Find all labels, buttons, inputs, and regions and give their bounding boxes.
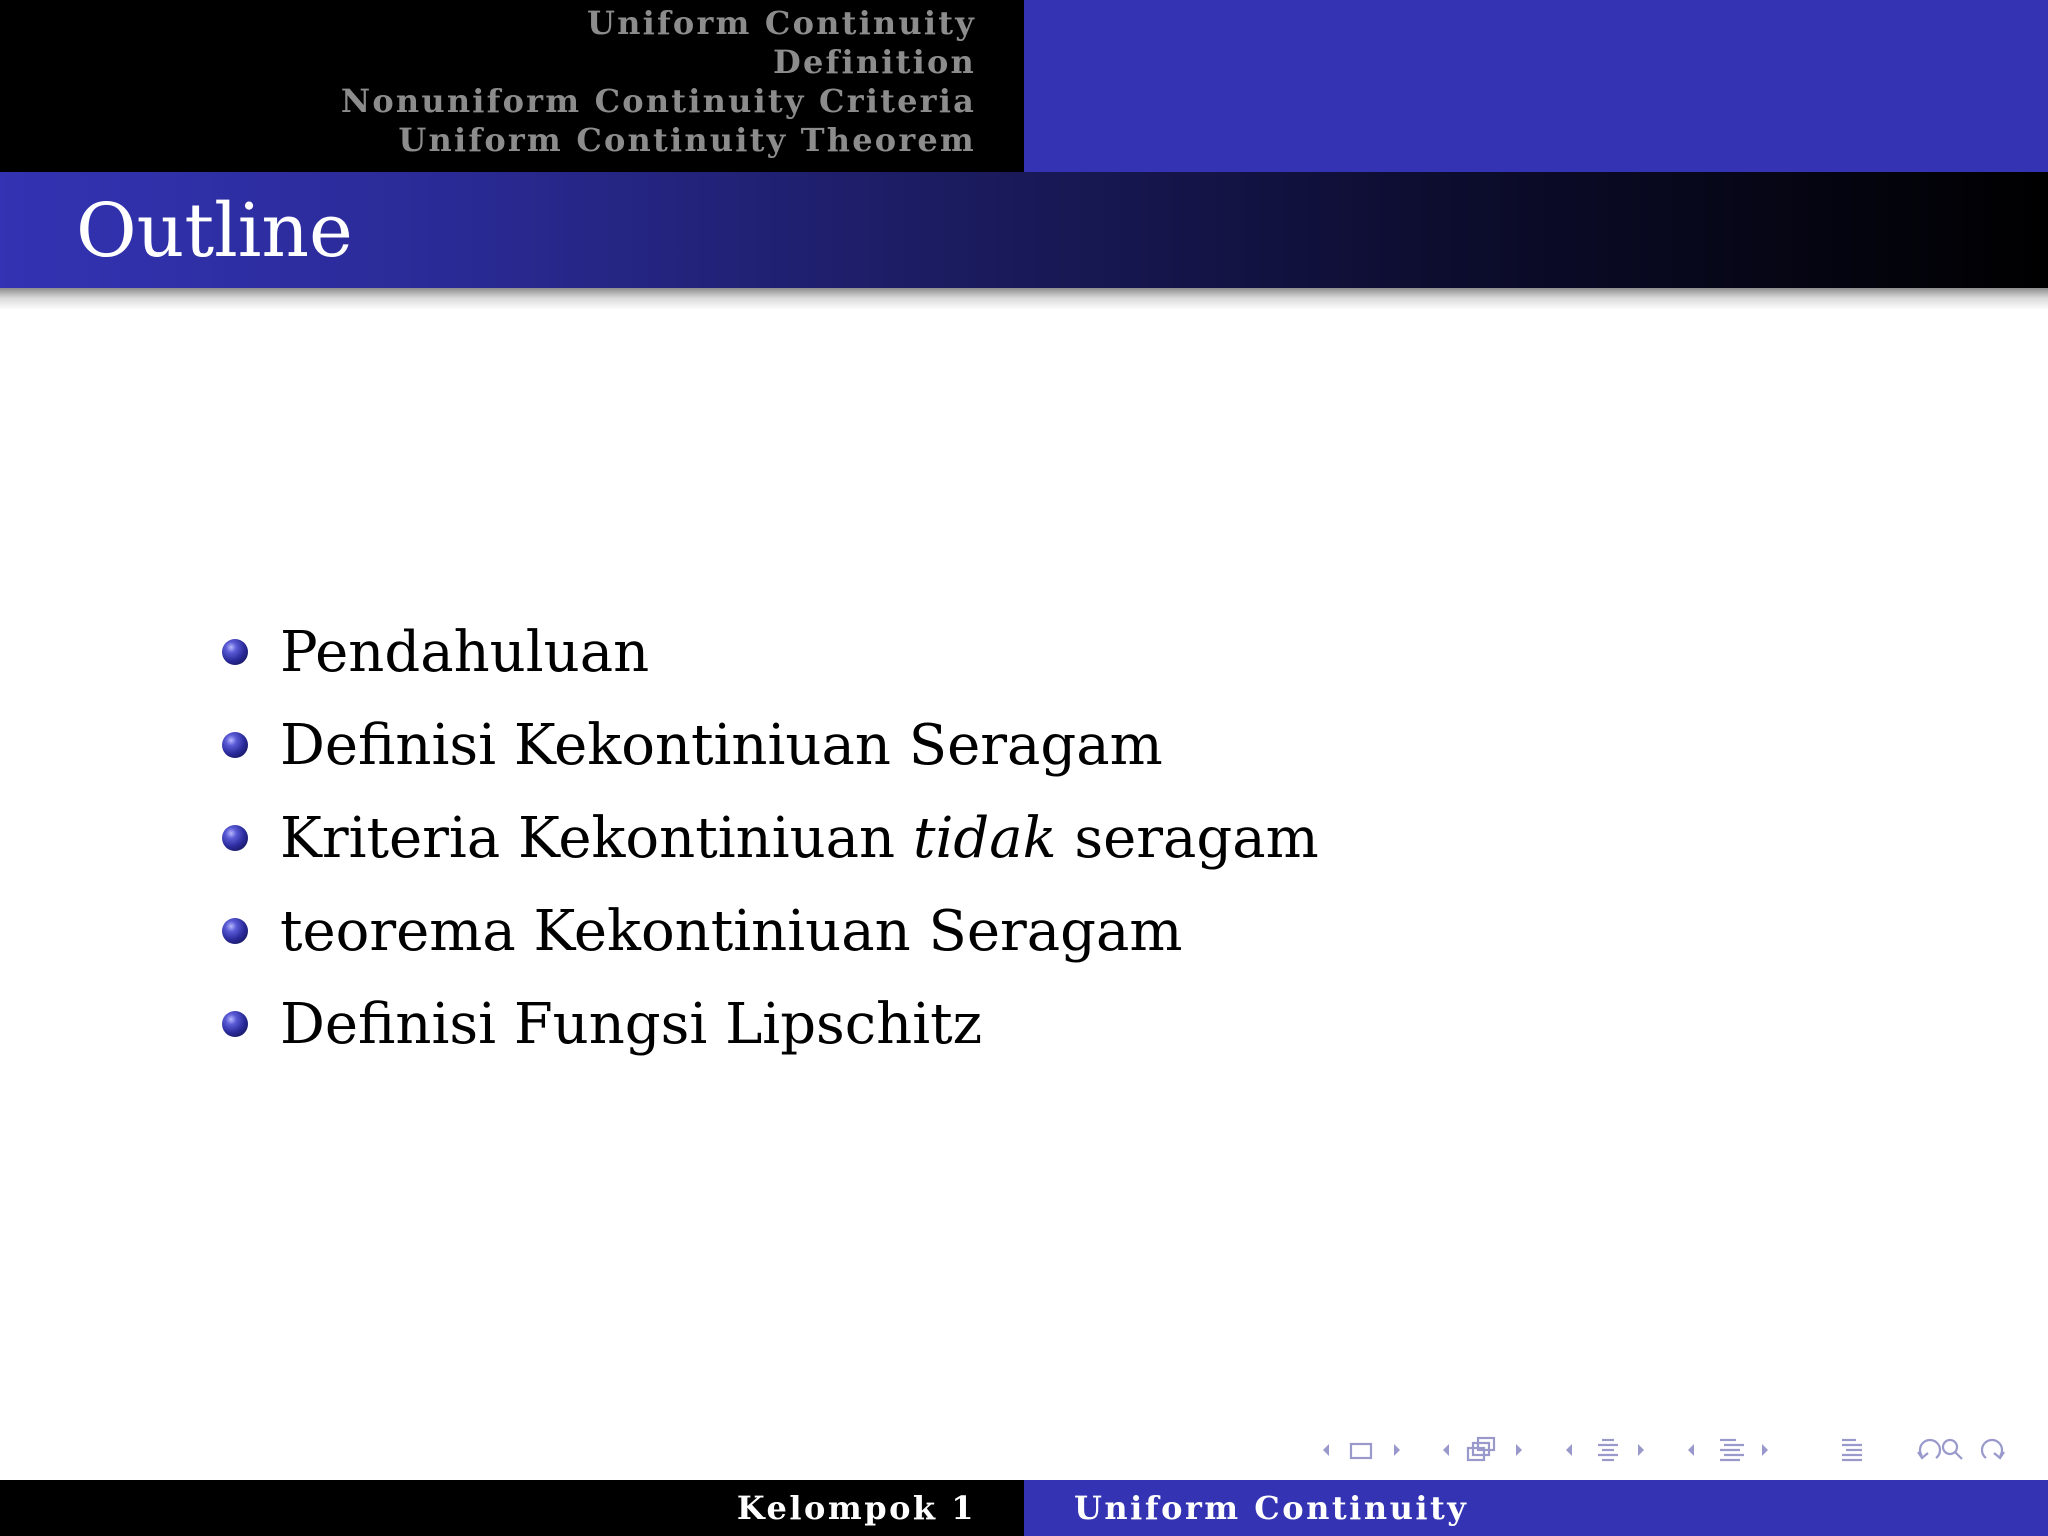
- title-bar-shadow: [0, 288, 2048, 310]
- footer-right-panel: [1024, 1480, 2048, 1536]
- previous-arrow-icon[interactable]: [1688, 1444, 1694, 1456]
- next-arrow-icon[interactable]: [1762, 1444, 1768, 1456]
- section-link-definition[interactable]: Definition: [773, 43, 976, 81]
- bullet-ball-icon: [222, 825, 248, 851]
- footer-left-panel: [0, 1480, 1024, 1536]
- list-item-text-after: seragam: [1056, 805, 1319, 871]
- list-item: [222, 798, 1319, 878]
- navigation-symbols-svg: [1300, 1432, 2040, 1468]
- list-item-text: Pendahuluan: [280, 619, 650, 685]
- outline-icon[interactable]: [1842, 1440, 1862, 1460]
- header-right-panel: [1024, 0, 2048, 172]
- frame-icon[interactable]: [1351, 1444, 1371, 1458]
- list-item-text: Definisi Fungsi Lipschitz: [280, 991, 983, 1057]
- previous-arrow-icon[interactable]: [1443, 1444, 1449, 1456]
- undo-icon[interactable]: [1918, 1440, 1940, 1458]
- bullet-ball-icon: [222, 1011, 248, 1037]
- list-item: [222, 705, 1163, 785]
- next-arrow-icon[interactable]: [1516, 1444, 1522, 1456]
- list-item: [222, 891, 1182, 971]
- list-item-emphasis: tidak: [912, 805, 1057, 871]
- list-item: [222, 612, 649, 692]
- subsection-icon[interactable]: [1468, 1438, 1494, 1460]
- section-link-nonuniform-continuity-criteria[interactable]: Nonuniform Continuity Criteria: [340, 82, 976, 120]
- search-icon[interactable]: [1943, 1440, 1962, 1459]
- header-left-panel: [0, 0, 1024, 172]
- presentation-icon[interactable]: [1720, 1440, 1744, 1460]
- redo-icon[interactable]: [1982, 1440, 2004, 1458]
- previous-arrow-icon[interactable]: [1566, 1444, 1572, 1456]
- frame-title: Outline: [76, 188, 353, 274]
- bullet-ball-icon: [222, 732, 248, 758]
- list-item-text: [280, 806, 1319, 871]
- list-item-text-before: Kriteria Kekontiniuan: [280, 805, 913, 871]
- next-arrow-icon[interactable]: [1394, 1444, 1400, 1456]
- bullet-ball-icon: [222, 918, 248, 944]
- section-navigation: [341, 4, 976, 160]
- footer-author: Kelompok 1: [736, 1489, 976, 1527]
- footer-title: Uniform Continuity: [1074, 1489, 1469, 1527]
- previous-arrow-icon[interactable]: [1323, 1444, 1329, 1456]
- navigation-symbols: [1300, 1432, 2040, 1468]
- list-item-text: Definisi Kekontiniuan Seragam: [280, 712, 1163, 778]
- section-link-uniform-continuity-theorem[interactable]: Uniform Continuity Theorem: [398, 121, 976, 159]
- list-item: [222, 984, 982, 1064]
- next-arrow-icon[interactable]: [1638, 1444, 1644, 1456]
- section-icon[interactable]: [1598, 1440, 1618, 1460]
- list-item-text: teorema Kekontiniuan Seragam: [280, 898, 1183, 964]
- section-link-uniform-continuity[interactable]: Uniform Continuity: [587, 4, 976, 42]
- bullet-ball-icon: [222, 639, 248, 665]
